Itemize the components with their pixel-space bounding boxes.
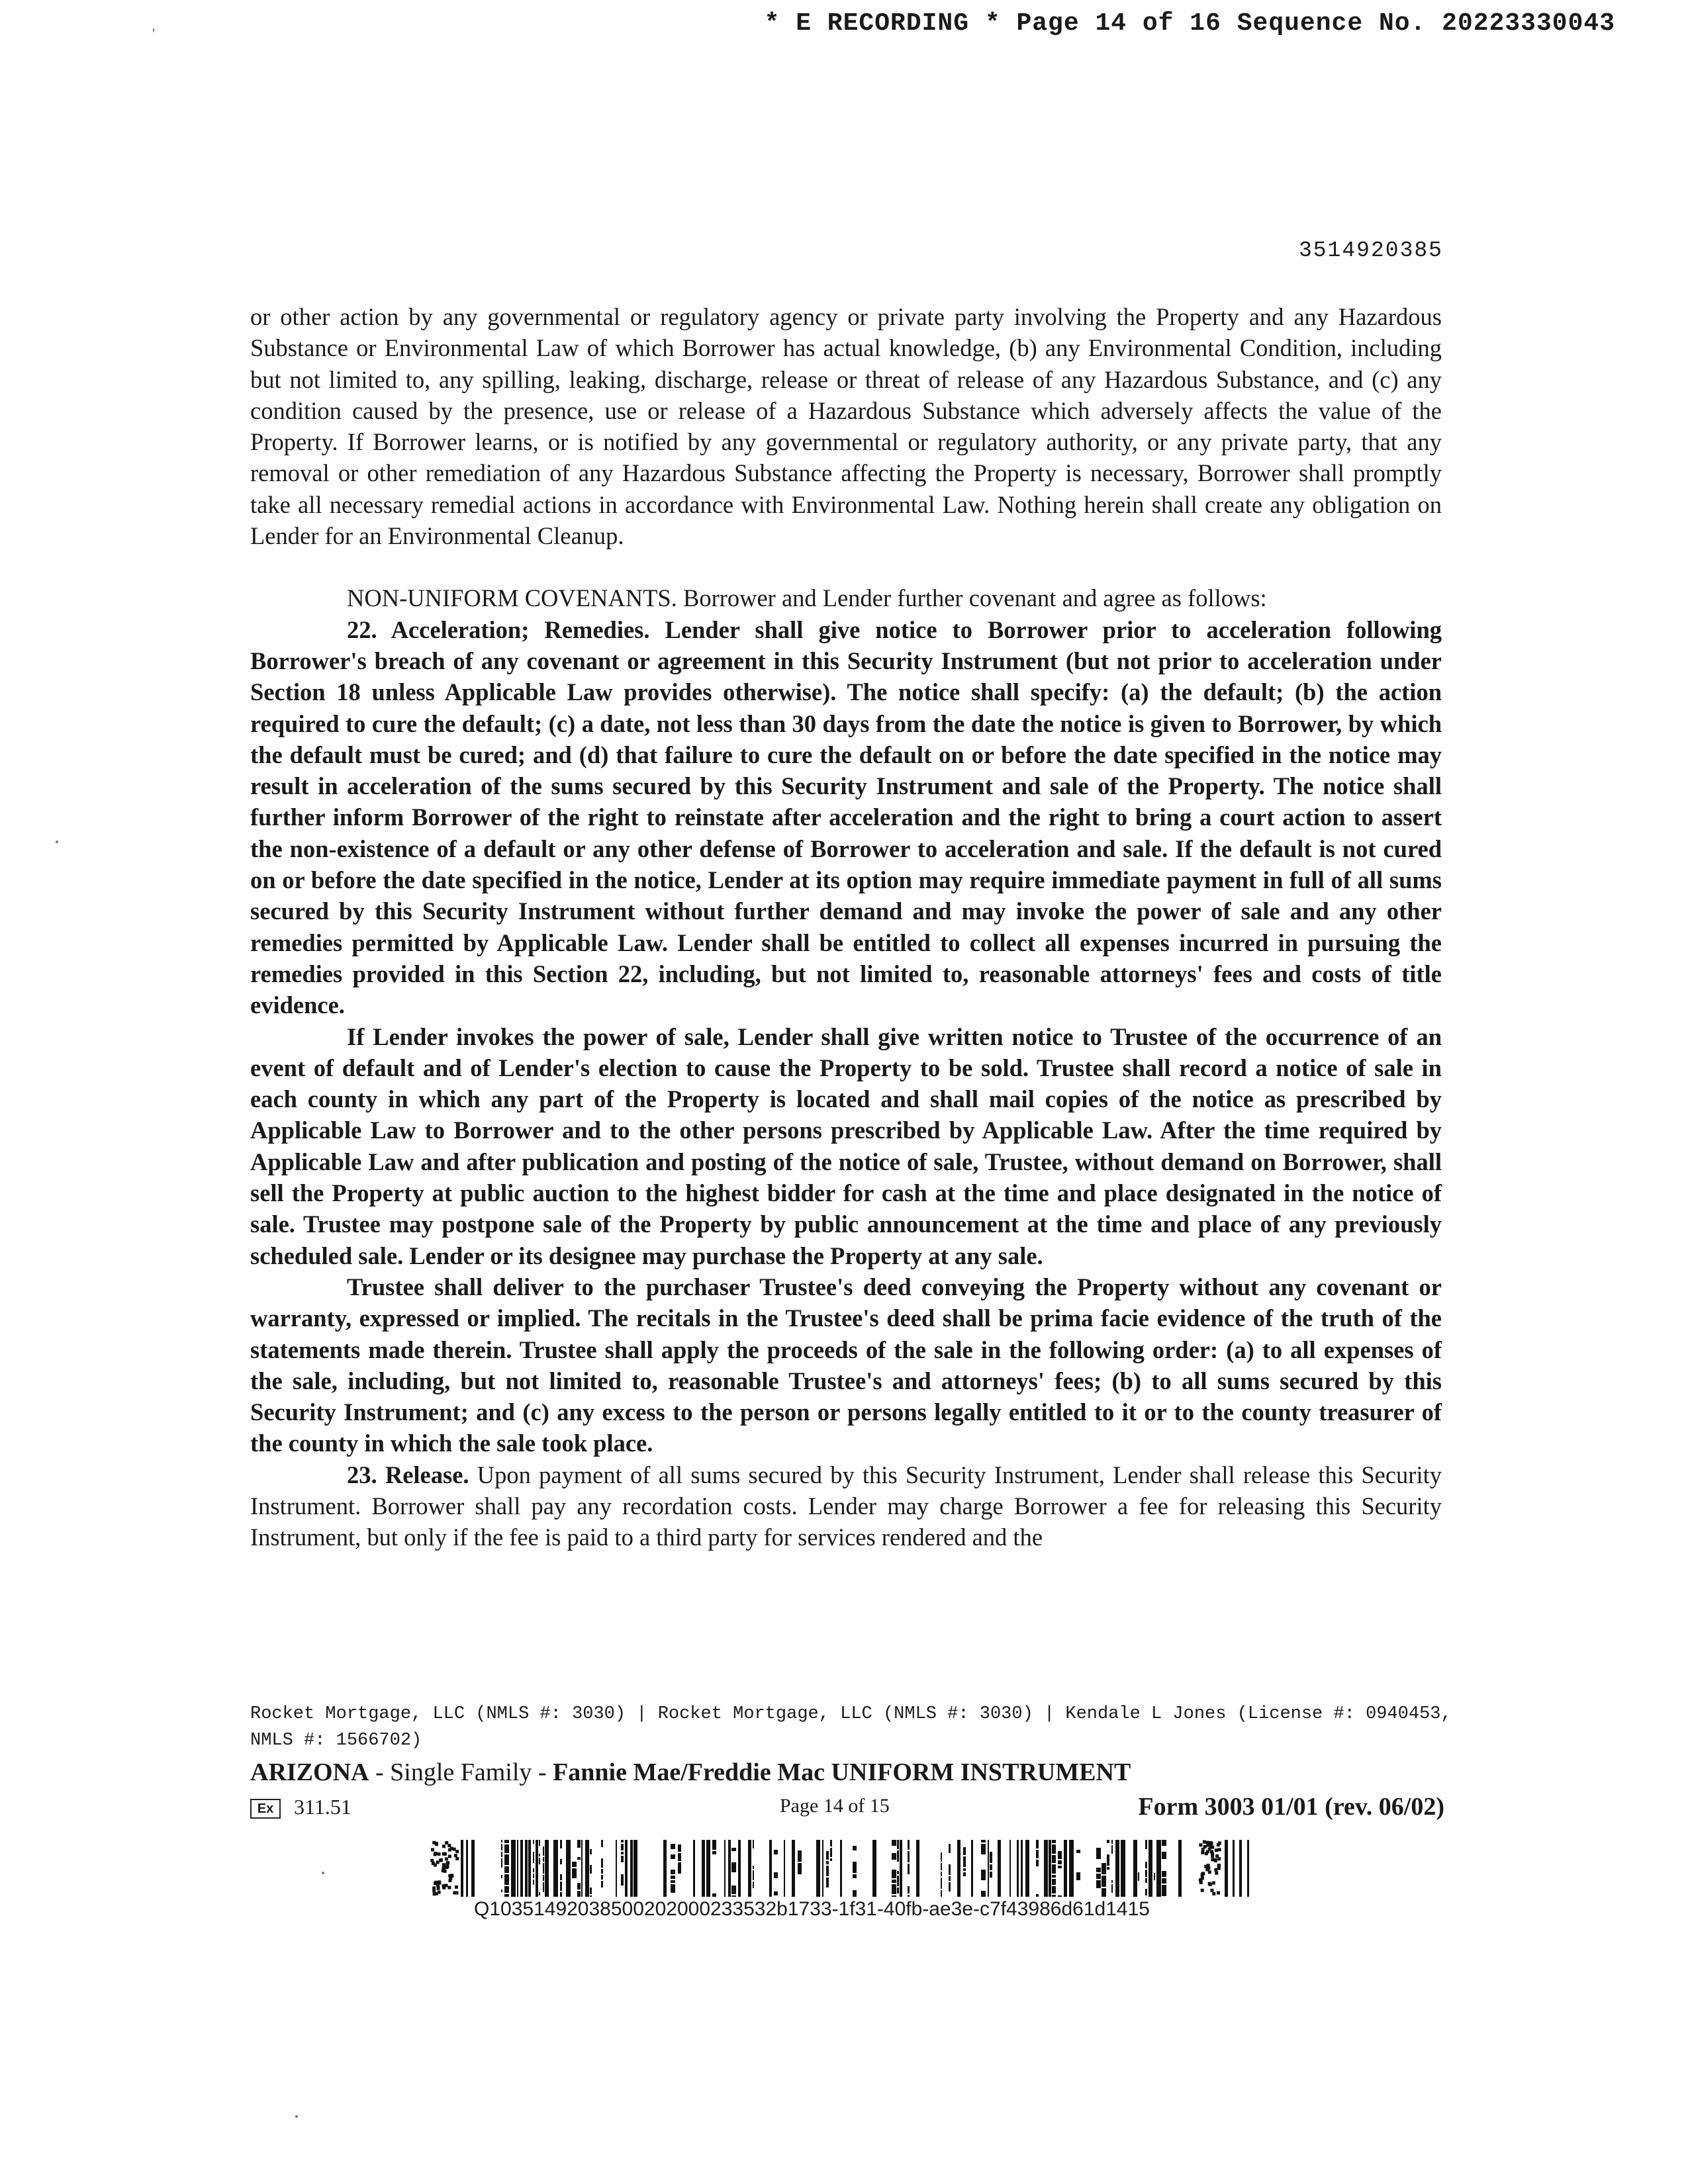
paragraph-acceleration-remedies: 22. Acceleration; Remedies. Lender shall give notice to Borrower prior to acceleration following Borrower's breach of any covenant or agreement in this Security Instrument (but not prior to acceleration under Section 18 unless Applicable Law provides otherwise). The notice shall specify: (a) the default; (b) the action required to cure the default; (c) a date, not less than 30 days from the date the notice is given to Borrower, by which the default must be cured; and (d) that failure to cure the default on or before the date specified in the notice may result in acceleration of the sums secured by this Security Instrument and sale of the Property. The notice shall further inform Borrower of the right to reinstate after acceleration and the right to bring a court action to assert the non-existence of a default or any other defense of Borrower to acceleration and sale. If the default is not cured on or before the date specified in the notice, Lender at its option may require immediate payment in full of all sums secured by this Security Instrument without further demand and may invoke the power of sale and any other remedies permitted by Applicable Law. Lender shall be entitled to collect all expenses incurred in pursuing the remedies provided in this Section 22, including, but not limited to, reasonable attorneys' fees and costs of title evidence.: [250, 615, 1442, 1019]
loan-originator-info: Rocket Mortgage, LLC (NMLS #: 3030) | Rocket Mortgage, LLC (NMLS #: 3030) | Kendale L Jones (License #: 0940453, NMLS #: 1566702): [250, 1704, 1452, 1751]
form-property-type: - Single Family -: [369, 1758, 553, 1786]
form-number: Form 3003 01/01 (rev. 06/02): [1138, 1793, 1444, 1821]
scan-mark: ': [152, 25, 155, 42]
scan-speck: [322, 1872, 324, 1874]
paragraph-environmental: or other action by any governmental or regulatory agency or private party involving the Property and any Hazardous Substance or Environmental Law of which Borrower has actual knowledge, (b) any Environmental Condition, including but not limited to, any spilling, leaking, discharge, release or threat of release of any Hazardous Substance, and (c) any condition caused by the presence, use or release of a Hazardous Substance which adversely affects the value of the Property. If Borrower learns, or is notified by any governmental or regulatory authority, or any private party, that any removal or other remediation of any Hazardous Substance affecting the Property is necessary, Borrower shall promptly take all necessary remedial actions in accordance with Environmental Law. Nothing herein shall create any obligation on Lender for an Environmental Cleanup.: [250, 303, 1442, 550]
form-code: 311.51: [294, 1795, 352, 1819]
paragraph-trustee-deed: Trustee shall deliver to the purchaser Trustee's deed conveying the Property without any covenant or warranty, expressed or implied. The recitals in the Trustee's deed shall be prima facie evidence of the truth of the statements made therein. Trustee shall apply the proceeds of the sale in the following order: (a) to all expenses of the sale, including, but not limited to, reasonable Trustee's and attorneys' fees; (b) to all sums secured by this Security Instrument; and (c) any excess to the person or persons legally entitled to it or to the county treasurer of the county in which the sale took place.: [250, 1273, 1442, 1457]
loan-number: 3514920385: [1298, 238, 1443, 263]
barcode-text: Q10351492038500202000233532b1733-1f31-40fb-ae3e-c7f43986d61d1415: [474, 1898, 1150, 1920]
form-state: ARIZONA: [250, 1758, 369, 1786]
recording-header: * E RECORDING * Page 14 of 16 Sequence No. 20223330043: [764, 9, 1615, 38]
page-number: Page 14 of 15: [780, 1795, 890, 1817]
release-body: Upon payment of all sums secured by this Security Instrument, Lender shall release this Security Instrument. Borrower shall pay any recordation costs. Lender may charge Borrower a fee for releasing this Security Instrument, but only if the fee is paid to a third party for services rendered and the: [250, 1461, 1442, 1551]
scan-speck: [56, 841, 58, 843]
document-body: [250, 301, 1442, 1553]
ellie-mae-logo: Ex: [250, 1799, 281, 1819]
document-barcode: [430, 1840, 1258, 1897]
scan-speck: [295, 2115, 298, 2118]
paragraph-power-of-sale: If Lender invokes the power of sale, Lender shall give written notice to Trustee of the occurrence of an event of default and of Lender's election to cause the Property to be sold. Trustee shall record a notice of sale in each county in which any part of the Property is located and shall mail copies of the notice as prescribed by Applicable Law to Borrower and to the other persons prescribed by Applicable Law. After the time required by Applicable Law and after publication and posting of the notice of sale, Trustee, without demand on Borrower, shall sell the Property at public auction to the highest bidder for cash at the time and place designated in the notice of sale. Trustee may postpone sale of the Property by public announcement at the time and place of any previously scheduled sale. Lender or its designee may purchase the Property at any sale.: [250, 1023, 1442, 1269]
release-heading: 23. Release.: [347, 1461, 469, 1488]
form-title: [250, 1758, 1131, 1787]
form-footer-row: [250, 1792, 1444, 1825]
paragraph-release: [250, 1459, 1442, 1553]
form-instrument: Fannie Mae/Freddie Mac UNIFORM INSTRUMENT: [553, 1758, 1131, 1786]
paragraph-non-uniform-covenants: NON-UNIFORM COVENANTS. Borrower and Lender further covenant and agree as follows:: [347, 584, 1267, 612]
